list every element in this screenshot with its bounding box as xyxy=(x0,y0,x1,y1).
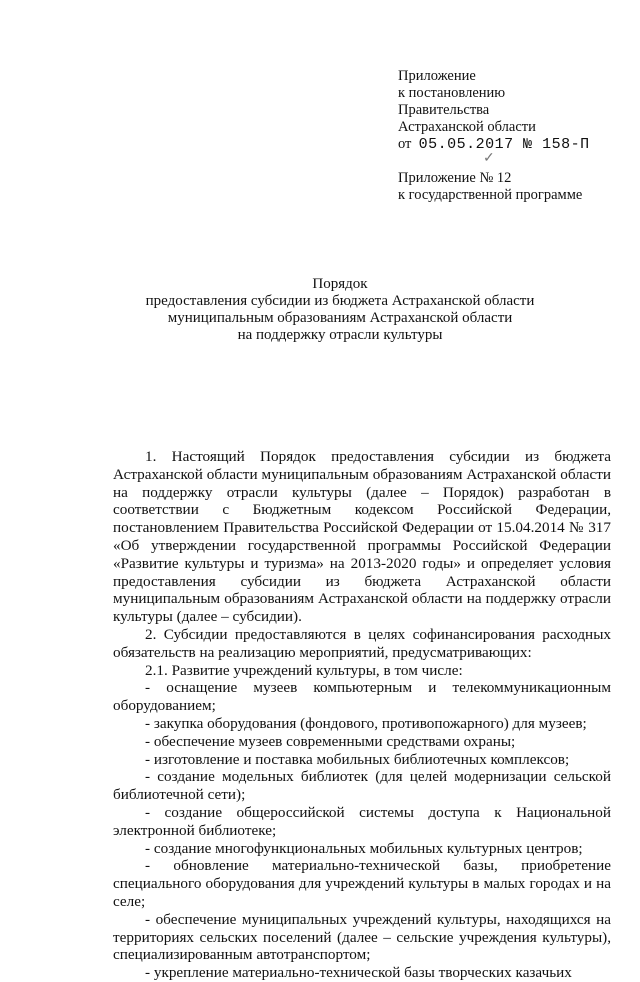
annex-line: Приложение xyxy=(398,68,476,84)
list-item: - создание общероссийской системы доступа к Национальной электронной библиотеке; xyxy=(113,803,611,839)
list-item: - обеспечение муниципальных учреждений культуры, находящихся на территориях сельских поселений (далее – сельские учреждения культуры), специализированным автотранспортом; xyxy=(113,910,611,964)
annex-line: Правительства xyxy=(398,102,490,118)
list-item: - закупка оборудования (фондового, противопожарного) для музеев; xyxy=(145,714,587,732)
program-annex-line: к государственной программе xyxy=(398,187,583,203)
list-item: - укрепление материально-технической базы творческих казачьих xyxy=(145,964,572,982)
list-item: - создание модельных библиотек (для целей модернизации сельской библиотечной сети); xyxy=(113,768,611,804)
annex-date-number: 05.05.2017 № 158-П xyxy=(418,136,590,153)
paragraph-2-1: 2.1. Развитие учреждений культуры, в том числе: xyxy=(145,661,463,679)
title-line: муниципальным образованиям Астраханской области xyxy=(167,310,513,326)
annex-date-prefix: от xyxy=(398,136,412,152)
list-item: - обеспечение музеев современными средствами охраны; xyxy=(145,732,516,750)
title-line: на поддержку отрасли культуры xyxy=(237,327,443,343)
document-body xyxy=(113,448,611,982)
check-mark: ✓ xyxy=(483,151,495,166)
annex-line: к постановлению xyxy=(398,85,506,101)
paragraph-1: 1. Настоящий Порядок предоставления субсидии из бюджета Астраханской области муниципальным образованиям Астраханской области на поддержку отрасли культуры (далее – Порядок) разработан в соответствии с Бюджетным кодексом Российской Федерации, постановлением Правительства Российской Федерации от 15.04.2014 № 317 «Об утверждении государственной программы Российской Федерации «Развитие культуры и туризма» на 2013-2020 годы» и определяет условия предоставления субсидии из бюджета Астраханской области муниципальным образованиям Астраханской области на поддержку отрасли культуры (далее – субсидии). xyxy=(113,448,611,626)
list-item: - изготовление и поставка мобильных библиотечных комплексов; xyxy=(145,750,570,768)
program-annex-line: Приложение № 12 xyxy=(398,170,512,186)
list-item: - создание многофункциональных мобильных культурных центров; xyxy=(145,839,583,857)
list-item: - оснащение музеев компьютерным и телекоммуникационным оборудованием; xyxy=(113,679,611,715)
paragraph-2: 2. Субсидии предоставляются в целях софинансирования расходных обязательств на реализацию мероприятий, предусматривающих: xyxy=(113,625,611,661)
annex-block xyxy=(398,68,590,153)
program-annex-block xyxy=(398,170,582,204)
title-line: Порядок xyxy=(312,276,368,292)
annex-line: Астраханской области xyxy=(398,119,536,135)
title-line: предоставления субсидии из бюджета Астраханской области xyxy=(145,293,535,309)
list-item: - обновление материально-технической базы, приобретение специального оборудования для учреждений культуры в малых городах и на селе; xyxy=(113,857,611,910)
document-title xyxy=(60,276,620,344)
